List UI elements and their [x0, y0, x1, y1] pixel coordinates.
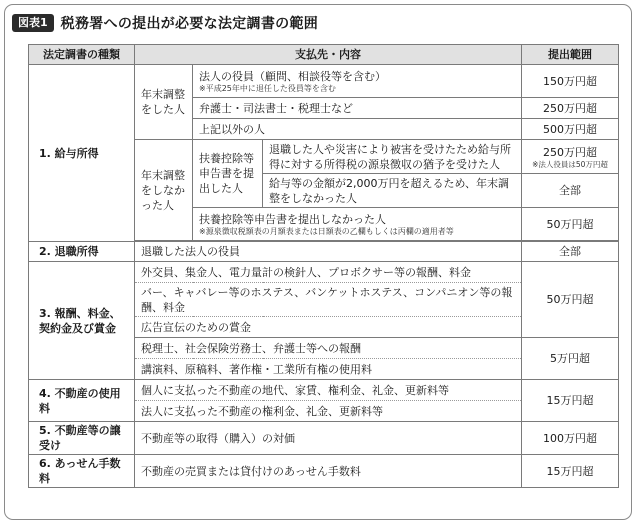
- table-row: [29, 422, 619, 455]
- salary-not-submitted-amount: 50万円超: [522, 208, 619, 241]
- legal-records-table: [28, 44, 619, 488]
- header-scope: 提出範囲: [522, 45, 619, 65]
- fees-item5: 講演料、原稿料、著作権・工業所有権の使用料: [135, 359, 522, 380]
- fees-amount2: 5万円超: [522, 338, 619, 380]
- salary-officers-note: ※平成25年中に退任した役員等を含む: [199, 83, 336, 93]
- category-salary: 1. 給与所得: [29, 65, 135, 242]
- group-not-adjusted: 年末調整をしなかった人: [135, 140, 193, 241]
- table-row: [29, 242, 619, 262]
- salary-retired-amount: 250万円超: [543, 145, 598, 159]
- fees-item2: バー、キャバレー等のホステス、バンケットホステス、コンパニオン等の報酬、料金: [135, 283, 522, 317]
- header-content: 支払先・内容: [135, 45, 522, 65]
- salary-professionals-amount: 250万円超: [522, 98, 619, 119]
- salary-retired: 退職した人や災害により被害を受けたため給与所得に対する所得税の源泉徴収の猶予を受けた人: [263, 140, 522, 174]
- table-row: [29, 455, 619, 488]
- salary-professionals: 弁護士・司法書士・税理士など: [193, 98, 522, 119]
- category-fees: 3. 報酬、料金、契約金及び賞金: [29, 262, 135, 380]
- salary-officers-amount: 150万円超: [522, 65, 619, 98]
- figure-badge: 図表1: [12, 14, 54, 32]
- realestate-use-item2: 法人に支払った不動産の権利金、礼金、更新料等: [135, 401, 522, 422]
- brokerage-amount: 15万円超: [522, 455, 619, 488]
- category-retirement: 2. 退職所得: [29, 242, 135, 262]
- retirement-amount: 全部: [522, 242, 619, 262]
- header-type: 法定調書の種類: [29, 45, 135, 65]
- category-realestate-use: 4. 不動産の使用料: [29, 380, 135, 422]
- salary-others-amount: 500万円超: [522, 119, 619, 140]
- salary-over2000: 給与等の金額が2,000万円を超えるため、年末調整をしなかった人: [263, 174, 522, 208]
- fees-item4: 税理士、社会保険労務士、弁護士等への報酬: [135, 338, 522, 359]
- brokerage-content: 不動産の売買または貸付けのあっせん手数料: [135, 455, 522, 488]
- table-row: [29, 65, 619, 98]
- realestate-transfer-amount: 100万円超: [522, 422, 619, 455]
- salary-retired-amount-note: ※法人役員は50万円超: [532, 159, 608, 169]
- salary-others: 上記以外の人: [193, 119, 522, 140]
- realestate-use-item1: 個人に支払った不動産の地代、家賃、権利金、礼金、更新料等: [135, 380, 522, 401]
- fees-amount1: 50万円超: [522, 262, 619, 338]
- fees-item3: 広告宣伝のための賞金: [135, 317, 522, 338]
- realestate-transfer-content: 不動産等の取得（購入）の対価: [135, 422, 522, 455]
- table-row: [29, 262, 619, 283]
- salary-not-submitted: 扶養控除等申告書を提出しなかった人: [199, 212, 386, 226]
- realestate-use-amount: 15万円超: [522, 380, 619, 422]
- retirement-content: 退職した法人の役員: [135, 242, 522, 262]
- category-realestate-transfer: 5. 不動産等の譲受け: [29, 422, 135, 455]
- salary-not-submitted-cell: [193, 208, 522, 241]
- category-brokerage: 6. あっせん手数料: [29, 455, 135, 488]
- table-row: [29, 380, 619, 401]
- salary-officers: 法人の役員（顧問、相談役等を含む）: [199, 69, 386, 83]
- group-adjusted: 年末調整をした人: [135, 65, 193, 140]
- salary-officers-cell: [193, 65, 522, 98]
- figure-title: [12, 12, 318, 34]
- fees-item1: 外交員、集金人、電力量計の検針人、プロボクサー等の報酬、料金: [135, 262, 522, 283]
- salary-retired-amount-cell: [522, 140, 619, 174]
- salary-not-submitted-note: ※源泉徴収税額表の月額表または日額表の乙欄もしくは丙欄の適用者等: [199, 226, 454, 236]
- figure-title-text: 税務署への提出が必要な法定調書の範囲: [60, 16, 319, 32]
- salary-over2000-amount: 全部: [522, 174, 619, 208]
- table-header-row: [29, 45, 619, 65]
- group-dependent-submitted: 扶養控除等申告書を提出した人: [193, 140, 263, 208]
